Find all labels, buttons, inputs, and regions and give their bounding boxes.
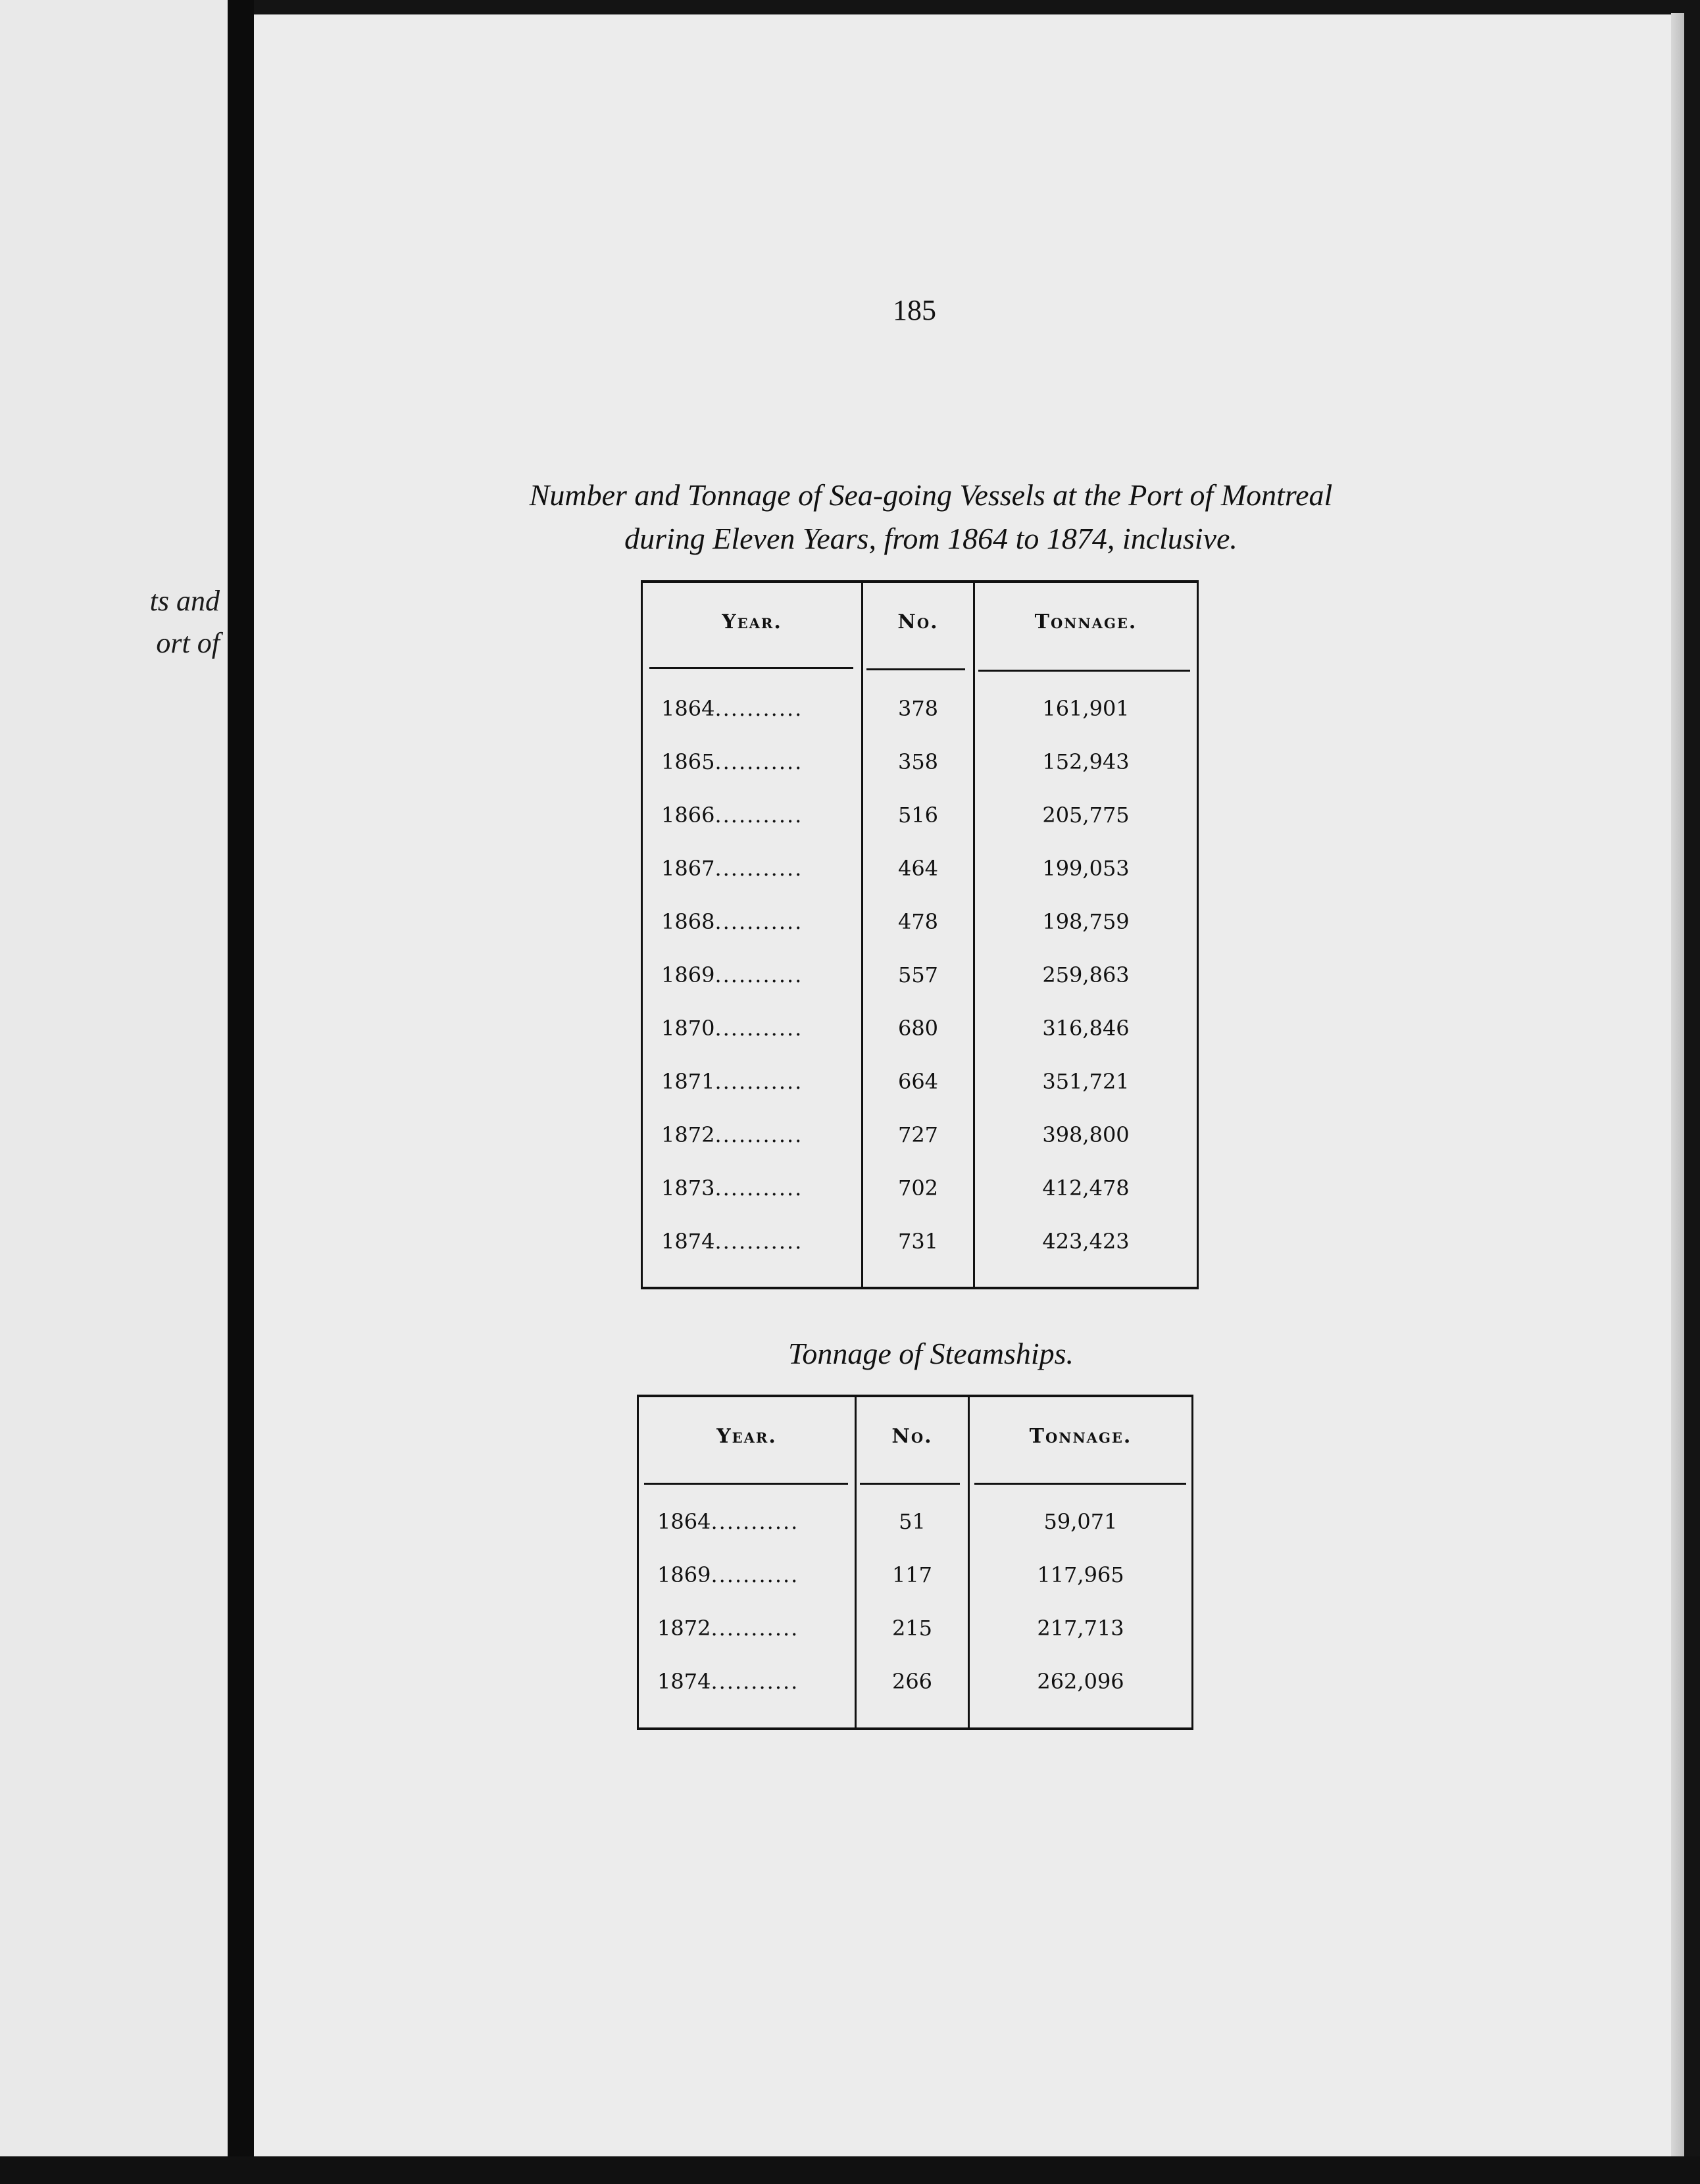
dot-leader: ........... — [714, 909, 803, 934]
header-year: Year. — [722, 610, 782, 633]
year-value: 1869 — [657, 1562, 711, 1587]
table-title-line-2: during Eleven Years, from 1864 to 1874, inclusive. — [624, 522, 1238, 555]
dot-leader: ........... — [714, 749, 803, 774]
cell-no: 680 — [897, 1016, 939, 1041]
dot-leader: ........... — [714, 1069, 803, 1094]
cell-year — [661, 856, 859, 881]
table-row — [643, 1016, 1197, 1068]
year-value: 1871 — [661, 1069, 715, 1094]
cell-year — [661, 803, 859, 828]
cell-tonnage: 199,053 — [1042, 856, 1130, 881]
cell-tonnage: 205,775 — [1042, 803, 1130, 828]
table-row — [643, 1122, 1197, 1175]
cell-year — [657, 1562, 855, 1587]
cell-tonnage: 259,863 — [1042, 962, 1130, 987]
dot-leader: ........... — [714, 803, 803, 828]
table-row — [643, 909, 1197, 962]
year-value: 1866 — [661, 803, 715, 828]
dot-leader: ........... — [714, 856, 803, 881]
page-edge — [1671, 13, 1684, 2156]
left-page — [0, 0, 228, 2156]
dot-leader: ........... — [714, 1016, 803, 1041]
cell-year — [661, 1016, 859, 1041]
header-rule — [649, 667, 853, 669]
cell-year — [661, 749, 859, 774]
dot-leader: ........... — [711, 1616, 799, 1641]
cell-tonnage: 316,846 — [1042, 1016, 1130, 1041]
left-page-fragment-2: ort of — [156, 627, 220, 659]
cell-year — [661, 909, 859, 934]
book-gutter — [228, 0, 254, 2156]
header-rule — [974, 1483, 1186, 1485]
cell-no: 727 — [897, 1122, 939, 1147]
cell-tonnage: 398,800 — [1042, 1122, 1130, 1147]
dot-leader: ........... — [714, 696, 803, 721]
year-value: 1864 — [661, 696, 715, 721]
cell-year — [657, 1669, 855, 1694]
header-tonnage: Tonnage. — [1034, 610, 1138, 633]
table-row — [643, 1176, 1197, 1228]
cell-no: 378 — [897, 696, 939, 721]
header-rule — [644, 1483, 848, 1485]
table-row — [643, 856, 1197, 908]
header-rule — [866, 668, 965, 670]
cell-no: 516 — [897, 803, 939, 828]
cell-no: 702 — [897, 1176, 939, 1201]
cell-tonnage: 161,901 — [1042, 696, 1130, 721]
dot-leader: ........... — [714, 1229, 803, 1254]
table-row — [639, 1509, 1191, 1562]
dot-leader: ........... — [714, 962, 803, 987]
cell-tonnage: 117,965 — [1037, 1562, 1124, 1587]
table-row — [643, 749, 1197, 802]
table-row — [643, 1229, 1197, 1281]
year-value: 1865 — [661, 749, 715, 774]
header-tonnage: Tonnage. — [1029, 1425, 1132, 1448]
dot-leader: ........... — [711, 1562, 799, 1587]
dot-leader: ........... — [711, 1509, 799, 1534]
table-title — [395, 474, 1467, 560]
cell-no: 557 — [897, 962, 939, 987]
header-rule — [860, 1483, 960, 1485]
dot-leader: ........... — [714, 1122, 803, 1147]
year-value: 1869 — [661, 962, 715, 987]
cell-no: 731 — [897, 1229, 939, 1254]
vessels-table — [641, 580, 1199, 1289]
year-value: 1872 — [661, 1122, 715, 1147]
table-row — [643, 803, 1197, 855]
cell-year — [657, 1616, 855, 1641]
cell-year — [661, 1122, 859, 1147]
cell-tonnage: 412,478 — [1042, 1176, 1130, 1201]
header-no: No. — [891, 1425, 933, 1448]
table-title-line-1: Number and Tonnage of Sea-going Vessels at the Port of Montreal — [529, 478, 1333, 512]
year-value: 1868 — [661, 909, 715, 934]
table-row — [643, 696, 1197, 749]
scan-border — [0, 2156, 1700, 2184]
cell-year — [657, 1509, 855, 1534]
cell-no: 266 — [891, 1669, 933, 1694]
cell-no: 478 — [897, 909, 939, 934]
cell-no: 358 — [897, 749, 939, 774]
cell-tonnage: 217,713 — [1037, 1616, 1124, 1641]
cell-no: 215 — [891, 1616, 933, 1641]
table-row — [639, 1669, 1191, 1722]
dot-leader: ........... — [711, 1669, 799, 1694]
header-year: Year. — [716, 1425, 777, 1448]
cell-no: 664 — [897, 1069, 939, 1094]
table-row — [639, 1562, 1191, 1615]
cell-tonnage: 59,071 — [1043, 1509, 1118, 1534]
cell-tonnage: 351,721 — [1042, 1069, 1130, 1094]
cell-no: 464 — [897, 856, 939, 881]
year-value: 1872 — [657, 1616, 711, 1641]
cell-tonnage: 198,759 — [1042, 909, 1130, 934]
header-no: No. — [897, 610, 939, 633]
steamships-title: Tonnage of Steamships. — [788, 1337, 1074, 1370]
page-number: 185 — [893, 294, 936, 326]
cell-tonnage: 423,423 — [1042, 1229, 1130, 1254]
dot-leader: ........... — [714, 1176, 803, 1201]
header-rule — [978, 670, 1190, 672]
year-value: 1873 — [661, 1176, 715, 1201]
steamships-table — [637, 1395, 1193, 1730]
left-page-fragment-1: ts and — [149, 585, 220, 617]
year-value: 1867 — [661, 856, 715, 881]
year-value: 1874 — [661, 1229, 715, 1254]
year-value: 1874 — [657, 1669, 711, 1694]
cell-year — [661, 962, 859, 987]
cell-no: 51 — [899, 1509, 926, 1534]
cell-tonnage: 152,943 — [1042, 749, 1130, 774]
table-row — [643, 962, 1197, 1015]
cell-no: 117 — [891, 1562, 933, 1587]
year-value: 1870 — [661, 1016, 715, 1041]
year-value: 1864 — [657, 1509, 711, 1534]
cell-year — [661, 1069, 859, 1094]
cell-year — [661, 696, 859, 721]
cell-tonnage: 262,096 — [1037, 1669, 1124, 1694]
cell-year — [661, 1176, 859, 1201]
table-row — [643, 1069, 1197, 1122]
cell-year — [661, 1229, 859, 1254]
table-row — [639, 1616, 1191, 1668]
